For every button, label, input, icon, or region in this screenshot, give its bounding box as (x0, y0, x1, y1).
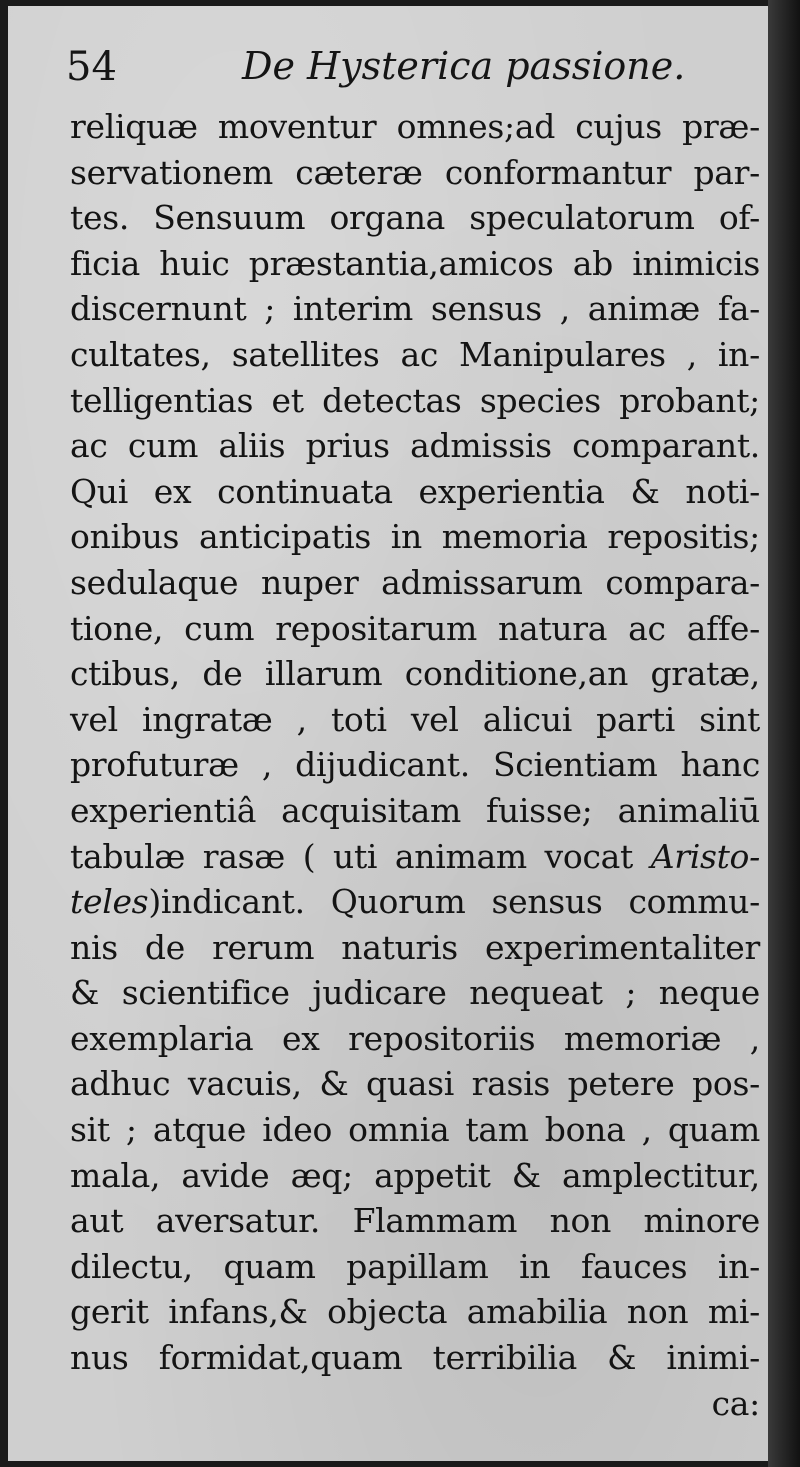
text-line: adhuc vacuis, & quasi rasis petere pos- (70, 1064, 760, 1104)
text-line: Qui ex continuata experientia & noti- (70, 471, 760, 511)
page-header (66, 40, 706, 100)
text-line: exemplaria ex repositoriis memoriæ , (70, 1018, 760, 1058)
text-line: ac cum aliis prius admissis comparant. (70, 426, 760, 466)
text-line: mala, avide æq; appetit & amplectitur, (70, 1155, 760, 1195)
catchword: ca: (711, 1383, 760, 1423)
page-number: 54 (66, 44, 117, 90)
text-line: vel ingratæ , toti vel alicui parti sint (70, 699, 760, 739)
text-line: tione, cum repositarum natura ac affe- (70, 608, 760, 648)
text-line: cultates, satellites ac Manipulares , in- (70, 334, 760, 374)
text-line-start: tabulæ rasæ ( uti animam vocat (70, 836, 633, 876)
text-line: gerit infans,& objecta amabilia non mi- (70, 1292, 760, 1332)
text-line: reliquæ moventur omnes;ad cujus præ- (70, 107, 760, 146)
body-text (70, 104, 760, 1426)
text-line: onibus anticipatis in memoria repositis; (70, 517, 760, 557)
text-line (70, 879, 760, 925)
text-line: aut aversatur. Flammam non minore (70, 1201, 760, 1241)
text-line-rest: )indicant. Quorum sensus commu- (148, 882, 760, 922)
text-line: telligentias et detectas species probant; (70, 380, 760, 420)
page-gutter (768, 0, 800, 1467)
running-title: De Hysterica passione. (242, 44, 686, 88)
italic-name-part: Aristo- (650, 836, 760, 876)
text-line: nus formidat,quam terribilia & inimi- (70, 1338, 760, 1378)
text-line: sedulaque nuper admissarum compara- (70, 562, 760, 602)
text-line: dilectu, quam papillam in fauces in- (70, 1246, 760, 1286)
text-line: tes. Sensuum organa speculatorum of- (70, 198, 760, 238)
text-line: & scientifice judicare nequeat ; neque (70, 973, 760, 1013)
text-line: sit ; atque ideo omnia tam bona , quam (70, 1110, 760, 1150)
text-line: ctibus, de illarum conditione,an gratæ, (70, 654, 760, 694)
text-line (70, 834, 760, 880)
text-line: discernunt ; interim sensus , animæ fa- (70, 289, 760, 329)
text-line: experientiâ acquisitam fuisse; animaliū (70, 790, 760, 830)
text-line: profuturæ , dijudicant. Scientiam hanc (70, 745, 760, 785)
text-line: ficia huic præstantia,amicos ab inimicis (70, 243, 760, 283)
text-line: servationem cæteræ conformantur par- (70, 152, 760, 192)
text-line: nis de rerum naturis experimentaliter (70, 927, 760, 967)
italic-name-part: teles (70, 882, 149, 922)
